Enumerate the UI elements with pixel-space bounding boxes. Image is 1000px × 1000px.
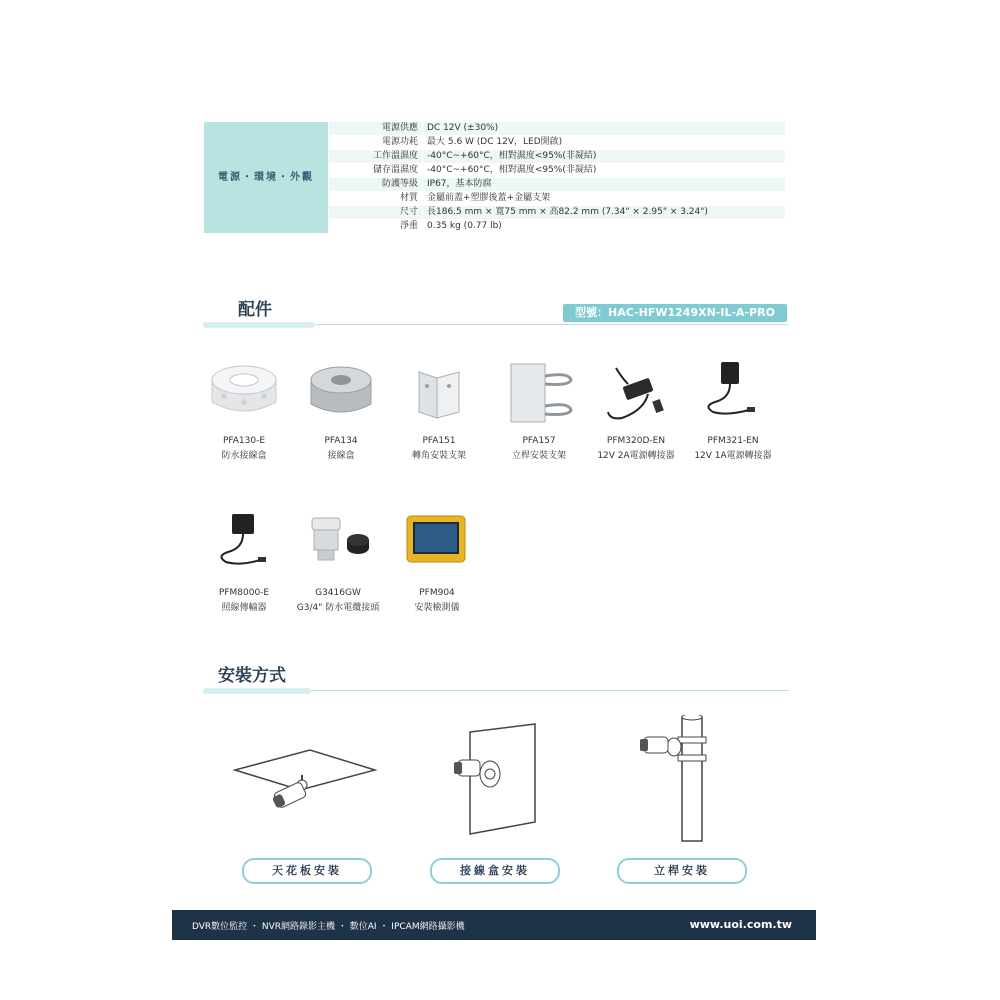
junction-box-mount-label: 接線盒安裝 xyxy=(430,858,560,884)
accessory-desc: 防水接線盒 xyxy=(221,451,267,461)
spec-value: IP67，基本防腐 xyxy=(423,178,786,192)
accessory-item xyxy=(683,358,783,461)
spec-label: 尺寸 xyxy=(329,206,423,220)
corner-bracket-icon xyxy=(389,358,489,428)
accessory-item xyxy=(389,358,489,461)
spec-value: 長186.5 mm × 寬75 mm × 高82.2 mm (7.34" × 2.95" × 3.24") xyxy=(423,206,786,220)
ceiling-mount-label: 天花板安裝 xyxy=(242,858,372,884)
accessory-code: PFM904 xyxy=(419,588,455,598)
junction-box-mount-illustration xyxy=(450,722,560,840)
accessory-code: PFM320D-EN xyxy=(606,436,666,446)
accessory-desc: 12V 2A電源轉接器 xyxy=(597,451,675,461)
spec-value: -40°C~+60°C，相對濕度<95%(非凝結) xyxy=(423,150,786,164)
spec-label: 材質 xyxy=(329,192,423,206)
spec-value: 0.35 kg (0.77 lb) xyxy=(423,220,786,234)
accessory-item xyxy=(288,510,388,613)
pole-mount-label: 立桿安裝 xyxy=(617,858,747,884)
wall-adapter-icon xyxy=(683,358,783,428)
junction-box-white-icon xyxy=(194,358,294,428)
accessory-desc: 轉角安裝支架 xyxy=(411,451,466,461)
accessory-desc: 接線盒 xyxy=(327,451,355,461)
accessory-code: PFA151 xyxy=(422,436,456,446)
spec-row xyxy=(204,122,786,136)
pole-bracket-icon xyxy=(489,358,589,428)
footer xyxy=(172,910,816,940)
model-badge: 型號：HAC-HFW1249XN-IL-A-PRO xyxy=(563,304,787,322)
power-adapter-icon xyxy=(586,358,686,428)
accessory-desc: 安裝檢測儀 xyxy=(414,603,460,613)
accessory-code: PFA134 xyxy=(324,436,358,446)
accessory-item xyxy=(586,358,686,461)
section-bar xyxy=(203,322,315,328)
accessory-item xyxy=(291,358,391,461)
spec-label: 儲存溫濕度 xyxy=(329,164,423,178)
footer-categories: DVR數位監控 ・ NVR網路錄影主機 ・ 數位AI ・ IPCAM網路攝影機 xyxy=(192,922,465,932)
mounting-title: 安裝方式 xyxy=(218,666,286,686)
section-bar xyxy=(203,688,311,694)
spec-value: -40°C~+60°C，相對濕度<95%(非凝結) xyxy=(423,164,786,178)
footer-website-link[interactable]: www.uoi.com.tw xyxy=(689,918,792,931)
spec-value: 最大 5.6 W (DC 12V，LED開啟) xyxy=(423,136,786,150)
accessory-code: PFM8000-E xyxy=(218,588,270,598)
spec-label: 電源功耗 xyxy=(329,136,423,150)
spec-label: 電源供應 xyxy=(329,122,423,136)
spec-label: 防護等級 xyxy=(329,178,423,192)
accessory-code: G3416GW xyxy=(315,588,361,598)
accessory-desc: G3/4" 防水電纜接頭 xyxy=(296,603,380,613)
accessory-item xyxy=(194,510,294,613)
accessory-item xyxy=(489,358,589,461)
accessory-code: PFA157 xyxy=(522,436,556,446)
accessory-desc: 立桿安裝支架 xyxy=(511,451,566,461)
spec-table xyxy=(203,121,786,234)
accessory-code: PFM321-EN xyxy=(707,436,759,446)
accessory-code: PFA130-E xyxy=(222,436,266,446)
accessory-desc: 照線傳輸器 xyxy=(221,603,267,613)
spec-value: DC 12V (±30%) xyxy=(423,122,786,136)
accessories-title: 配件 xyxy=(238,300,272,320)
section-line xyxy=(315,324,788,325)
spec-value: 金屬前蓋+塑膠後蓋+金屬支架 xyxy=(423,192,786,206)
section-line xyxy=(311,690,789,691)
spec-label: 淨重 xyxy=(329,220,423,234)
wall-adapter-icon xyxy=(194,510,294,580)
accessory-desc: 12V 1A電源轉接器 xyxy=(694,451,772,461)
spec-category: 電源・環境・外觀 xyxy=(204,122,329,234)
pole-mount-illustration xyxy=(630,715,730,845)
cable-gland-icon xyxy=(288,510,388,580)
accessory-item xyxy=(387,510,487,613)
test-monitor-icon xyxy=(387,510,487,580)
junction-box-grey-icon xyxy=(291,358,391,428)
ceiling-mount-illustration xyxy=(230,745,380,845)
accessory-item xyxy=(194,358,294,461)
spec-label: 工作溫濕度 xyxy=(329,150,423,164)
